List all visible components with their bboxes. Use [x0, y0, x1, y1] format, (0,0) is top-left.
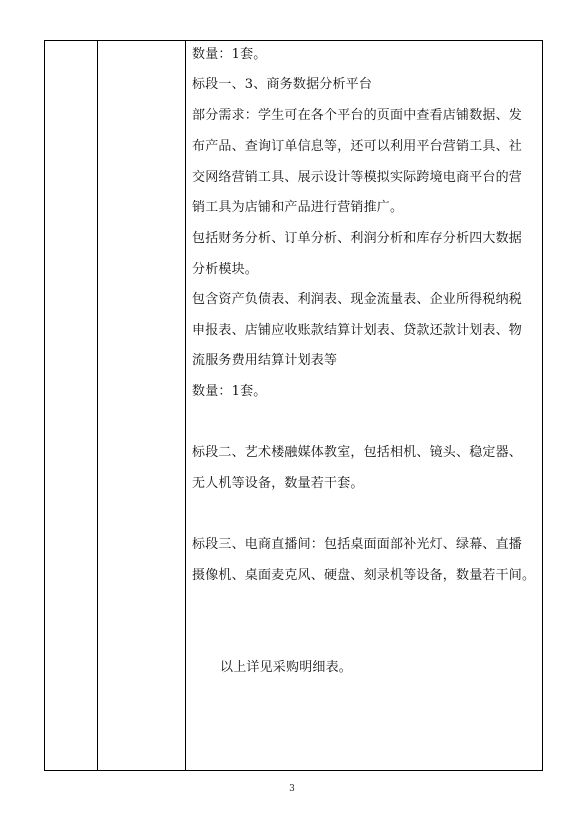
closing-note: 以上详见采购明细表。: [220, 660, 353, 675]
section-heading: 标段二、艺术楼融媒体教室，包括相机、镜头、稳定器、: [192, 445, 523, 460]
paragraph-line: 销工具为店铺和产品进行营销推广。: [192, 200, 404, 215]
paragraph-line: 交网络营销工具、展示设计等模拟实际跨境电商平台的营: [192, 170, 523, 185]
table-column-divider: [185, 41, 186, 770]
quantity-line: 数量：1套。: [192, 47, 267, 62]
paragraph-line: 摄像机、桌面麦克风、硬盘、刻录机等设备，数量若干间。: [192, 568, 536, 583]
paragraph-line: 申报表、店铺应收账款结算计划表、贷款还款计划表、物: [192, 323, 523, 338]
paragraph-line: 包含资产负债表、利润表、现金流量表、企业所得税纳税: [192, 292, 523, 307]
section-heading: 标段三、电商直播间：包括桌面面部补光灯、绿幕、直播: [192, 537, 523, 552]
paragraph-line: 包括财务分析、订单分析、利润分析和库存分析四大数据: [192, 231, 523, 246]
paragraph-line: 部分需求：学生可在各个平台的页面中查看店铺数据、发: [192, 108, 523, 123]
paragraph-line: 分析模块。: [192, 262, 259, 277]
section-heading: 标段一、3、商务数据分析平台: [192, 77, 373, 92]
requirements-table: [44, 40, 543, 771]
page-number: 3: [289, 784, 295, 794]
paragraph-line: 流服务费用结算计划表等: [192, 353, 338, 368]
table-column-divider: [97, 41, 98, 770]
paragraph-line: 布产品、查询订单信息等，还可以利用平台营销工具、社: [192, 139, 523, 154]
quantity-line: 数量：1套。: [192, 384, 267, 399]
paragraph-line: 无人机等设备，数量若干套。: [192, 476, 364, 491]
